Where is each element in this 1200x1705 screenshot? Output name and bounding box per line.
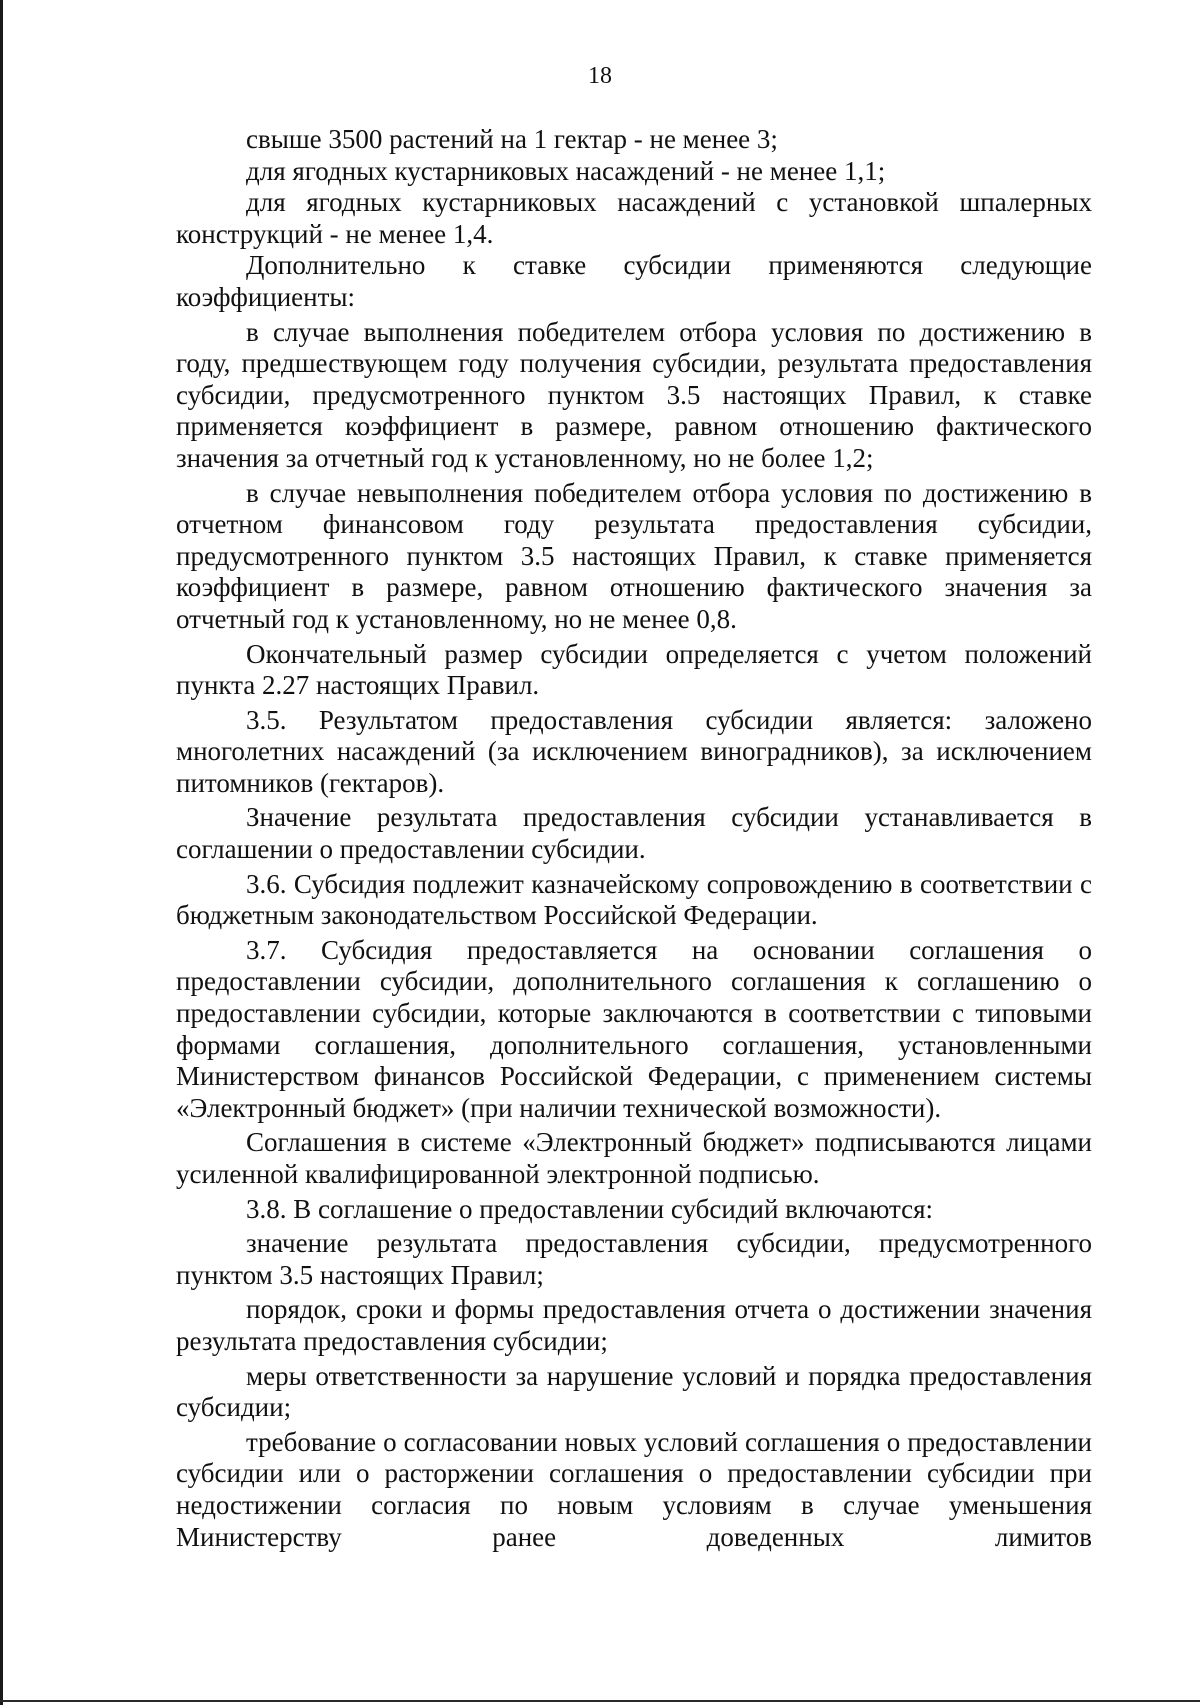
paragraph: Окончательный размер субсидии определяется с учетом положений пункта 2.27 настоящих Правил. [176,638,1092,701]
document-body [176,124,1092,1553]
paragraph: 3.5. Результатом предоставления субсидии является: заложено многолетних насаждений (за исключением виноградников), за исключением питомников (гектаров). [176,704,1092,798]
paragraph: для ягодных кустарниковых насаждений с установкой шпалерных конструкций - не менее 1,4. [176,187,1092,249]
scan-edge-bottom [0,1700,1200,1702]
paragraph: требование о согласовании новых условий соглашения о предоставлении субсидии или о расторжении соглашения о предоставлении субсидии при недостижении согласия по новым условиям в случае уменьшения Министерству ранее доведенных лимитов [176,1426,1092,1552]
page-number: 18 [588,63,612,89]
paragraph: 3.7. Субсидия предоставляется на основании соглашения о предоставлении субсидии, дополнительного соглашения к соглашению о предоставлении субсидии, которые заключаются в соответствии с типовыми формами соглашения, дополнительного соглашения, установленными Министерством финансов Российской Федерации, с применением системы «Электронный бюджет» (при наличии технической возможности). [176,934,1092,1123]
paragraph: 3.6. Субсидия подлежит казначейскому сопровождению в соответствии с бюджетным законодательством Российской Федерации. [176,868,1092,931]
paragraph: для ягодных кустарниковых насаждений - не менее 1,1; [246,155,886,186]
paragraph: порядок, сроки и формы предоставления отчета о достижении значения результата предоставления субсидии; [176,1294,1092,1356]
paragraph: меры ответственности за нарушение условий и порядка предоставления субсидии; [176,1360,1092,1423]
scan-edge-left [0,0,3,1705]
paragraph: Дополнительно к ставке субсидии применяются следующие коэффициенты: [176,250,1092,312]
paragraph: в случае выполнения победителем отбора условия по достижению в году, предшествующем году получения субсидии, результата предоставления субсидии, предусмотренного пунктом 3.5 настоящих Правил, к ставке применяется коэффициент в размере, равном отношению фактического значения за отчетный год к установленному, но не более 1,2; [176,316,1092,473]
paragraph: в случае невыполнения победителем отбора условия по достижению в отчетном финансовом году результата предоставления субсидии, предусмотренного пунктом 3.5 настоящих Правил, к ставке применяется коэффициент в размере, равном отношению фактического значения за отчетный год к установленному, но не менее 0,8. [176,477,1092,634]
paragraph: значение результата предоставления субсидии, предусмотренного пунктом 3.5 настоящих Правил; [176,1228,1092,1290]
paragraph: 3.8. В соглашение о предоставлении субсидий включаются: [246,1193,934,1224]
paragraph: Значение результата предоставления субсидии устанавливается в соглашении о предоставлении субсидии. [176,802,1092,865]
paragraph: Соглашения в системе «Электронный бюджет» подписываются лицами усиленной квалифицированной электронной подписью. [176,1127,1092,1189]
paragraph: свыше 3500 растений на 1 гектар - не менее 3; [246,124,778,154]
